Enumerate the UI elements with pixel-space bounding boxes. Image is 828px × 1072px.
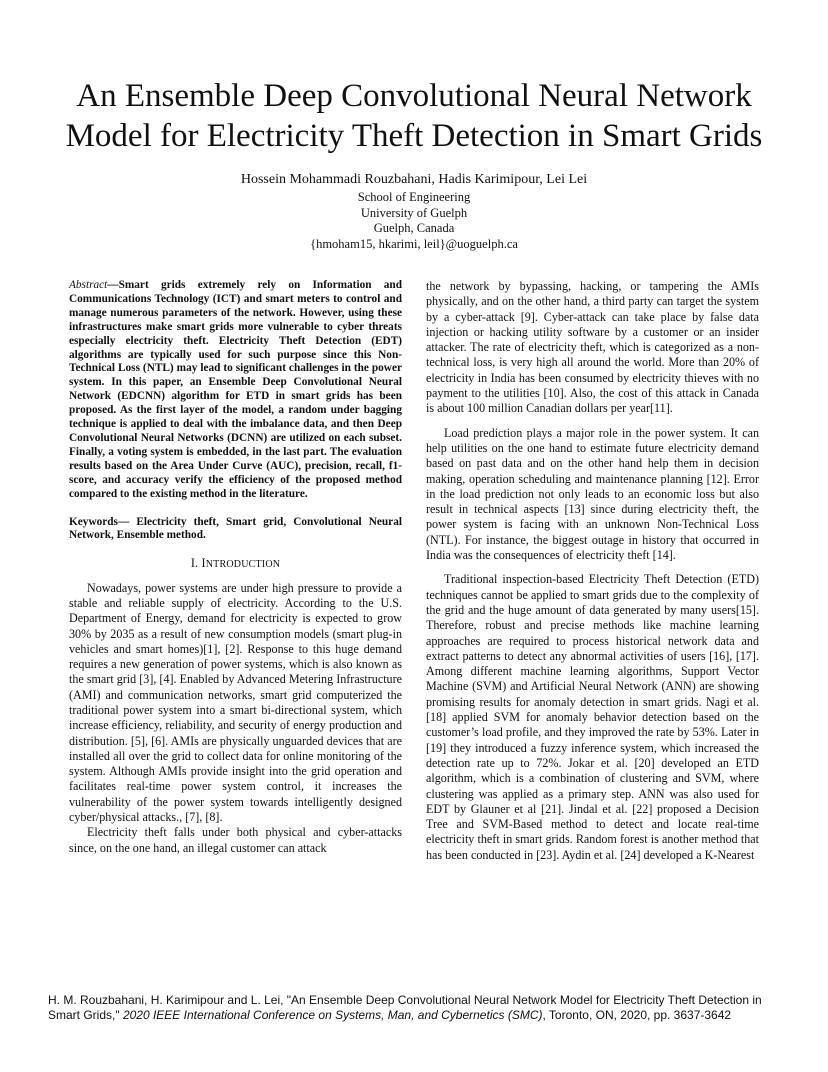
- author-location: Guelph, Canada: [373, 221, 455, 235]
- keywords: Keywords— Electricity theft, Smart grid, Convolutional Neural Network, Ensemble method.: [69, 515, 402, 542]
- right-column: [426, 279, 759, 863]
- section-heading-introduction: [69, 556, 402, 572]
- author-names: Hossein Mohammadi Rouzbahani, Hadis Karimipour, Lei Lei: [240, 172, 588, 187]
- author-school: School of Engineering: [357, 190, 471, 204]
- citation-venue: 2020 IEEE International Conference on Systems, Man, and Cybernetics (SMC): [122, 1008, 543, 1022]
- section-title-rest: NTRODUCTION: [205, 559, 281, 571]
- citation-footer: [48, 993, 788, 1023]
- left-column: [69, 279, 402, 856]
- paper-title: An Ensemble Deep Convolutional Neural Network Model for Electricity Theft Detection in Smart Grids: [65, 78, 763, 154]
- citation-end: , Toronto, ON, 2020, pp. 3637-3642: [542, 1008, 732, 1022]
- author-email: {hmoham15, hkarimi, leil}@uoguelph.ca: [310, 236, 518, 251]
- author-university: University of Guelph: [360, 205, 468, 220]
- abstract-label: Abstract: [69, 279, 108, 291]
- section-number: I.: [190, 556, 199, 571]
- intro-paragraph-1: Nowadays, power systems are under high pressure to provide a stable and reliable supply of electricity. According to the U.S. Department of Energy, demand for electricity is expected to grow 30% by 2035 as a result of new consumption models (smart plug-in vehicles and smart homes)[1], [2]. Response to this huge demand requires a new generation of power systems, which is also known as the smart grid [3], [4]. Enabled by Advanced Metering Infrastructure (AMI) and communication networks, smart grid computerized the traditional power system into a smart bi-directional system, which increase efficiency, reliability, and security of energy production and distribution. [5], [6]. AMIs are physically unguarded devices that are installed all over the grid to collect data for online monitoring of the system. Although AMIs provide insight into the grid operation and facilitates real-time power system control, it increases the vulnerability of the power system towards intelligently designed cyber/physical attacks., [7], [8].: [69, 580, 402, 825]
- right-paragraph-3: Traditional inspection-based Electricity Theft Detection (ETD) techniques cannot be applied to smart grids due to the complexity of the grid and the huge amount of data generated by many users[15]. Therefore, robust and precise methods like machine learning approaches are required to process historical network data and extract patterns to detect any abnormal activities of users [16], [17]. Among different machine learning algorithms, Support Vector Machine (SVM) and Artificial Neural Network (ANN) are showing promising results for anomaly detection in smart grids. Nagi et al. [18] applied SVM for anomaly behavior detection based on the customer’s load profile, and they improved the rate by 53%. Later in [19] they introduced a fuzzy inference system, which increased the detection rate up to 72%. Jokar et al. [20] developed an ETD algorithm, which is a combination of clustering and SVM, where clustering was applied as a primary step. ANN was also used for EDT by Glauner et al [21]. Jindal et al. [22] proposed a Decision Tree and SVM-Based method to detect and locate real-time electricity theft in smart grids. Random forest is another method that has been conducted in [23]. Aydin et al. [24] developed a K-Nearest: [426, 572, 759, 862]
- author-block: [100, 172, 728, 252]
- section-title-first-letter: I: [201, 556, 206, 571]
- right-paragraph-2: Load prediction plays a major role in the power system. It can help utilities on the one hand to estimate future electricity demand based on past data and on the other hand help them in decision making, operation scheduling and maintenance planning [12]. Error in the load prediction not only leads to an economic loss but also result in technical aspects [13] since during electricity theft, the power system is facing with an unknown Non-Technical Loss (NTL). For instance, the biggest outage in history that occurred in India was the consequences of electricity theft [14].: [426, 425, 759, 563]
- abstract-text: —Smart grids extremely rely on Information and Communications Technology (ICT) and smart meters to control and manage numerous parameters of the network. However, using these infrastructures make smart grids more vulnerable to cyber threats especially electricity theft. Electricity Theft Detection (EDT) algorithms are typically used for such purpose since this Non-Technical Loss (NTL) may lead to significant challenges in the power system. In this paper, an Ensemble Deep Convolutional Neural Network (EDCNN) algorithm for ETD in smart grids has been proposed. As the first layer of the model, a random under bagging technique is applied to deal with the imbalance data, and then Deep Convolutional Neural Networks (DCNN) are utilized on each subset. Finally, a voting system is embedded, in the last part. The evaluation results based on the Area Under Curve (AUC), precision, recall, f1-score, and accuracy verify the efficiency of the proposed method compared to the existing method in the literature.: [69, 279, 402, 500]
- right-paragraph-1: the network by bypassing, hacking, or tampering the AMIs physically, and on the other hand, a third party can target the system by a cyber-attack [9]. Cyber-attack can take place by false data injection or hacking utility software by a customer or an insider attacker. The rate of electricity theft, which is categorized as a non-technical loss, is very high all around the world. More than 20% of electricity in India has been consumed by electricity thieves with no payment to the utilities [10]. Also, the cost of this attack in Canada is about 100 million Canadian dollars per year[11].: [426, 279, 759, 416]
- citation-start: H. M. Rouzbahani, H. Karimipour and L. Lei, "An Ensemble Deep Convolutional Neural Network Model for Electricity Theft Detection in Smart Grids,": [48, 993, 762, 1022]
- intro-paragraph-2: Electricity theft falls under both physical and cyber-attacks since, on the one hand, an illegal customer can attack: [69, 825, 402, 855]
- abstract: [69, 279, 402, 502]
